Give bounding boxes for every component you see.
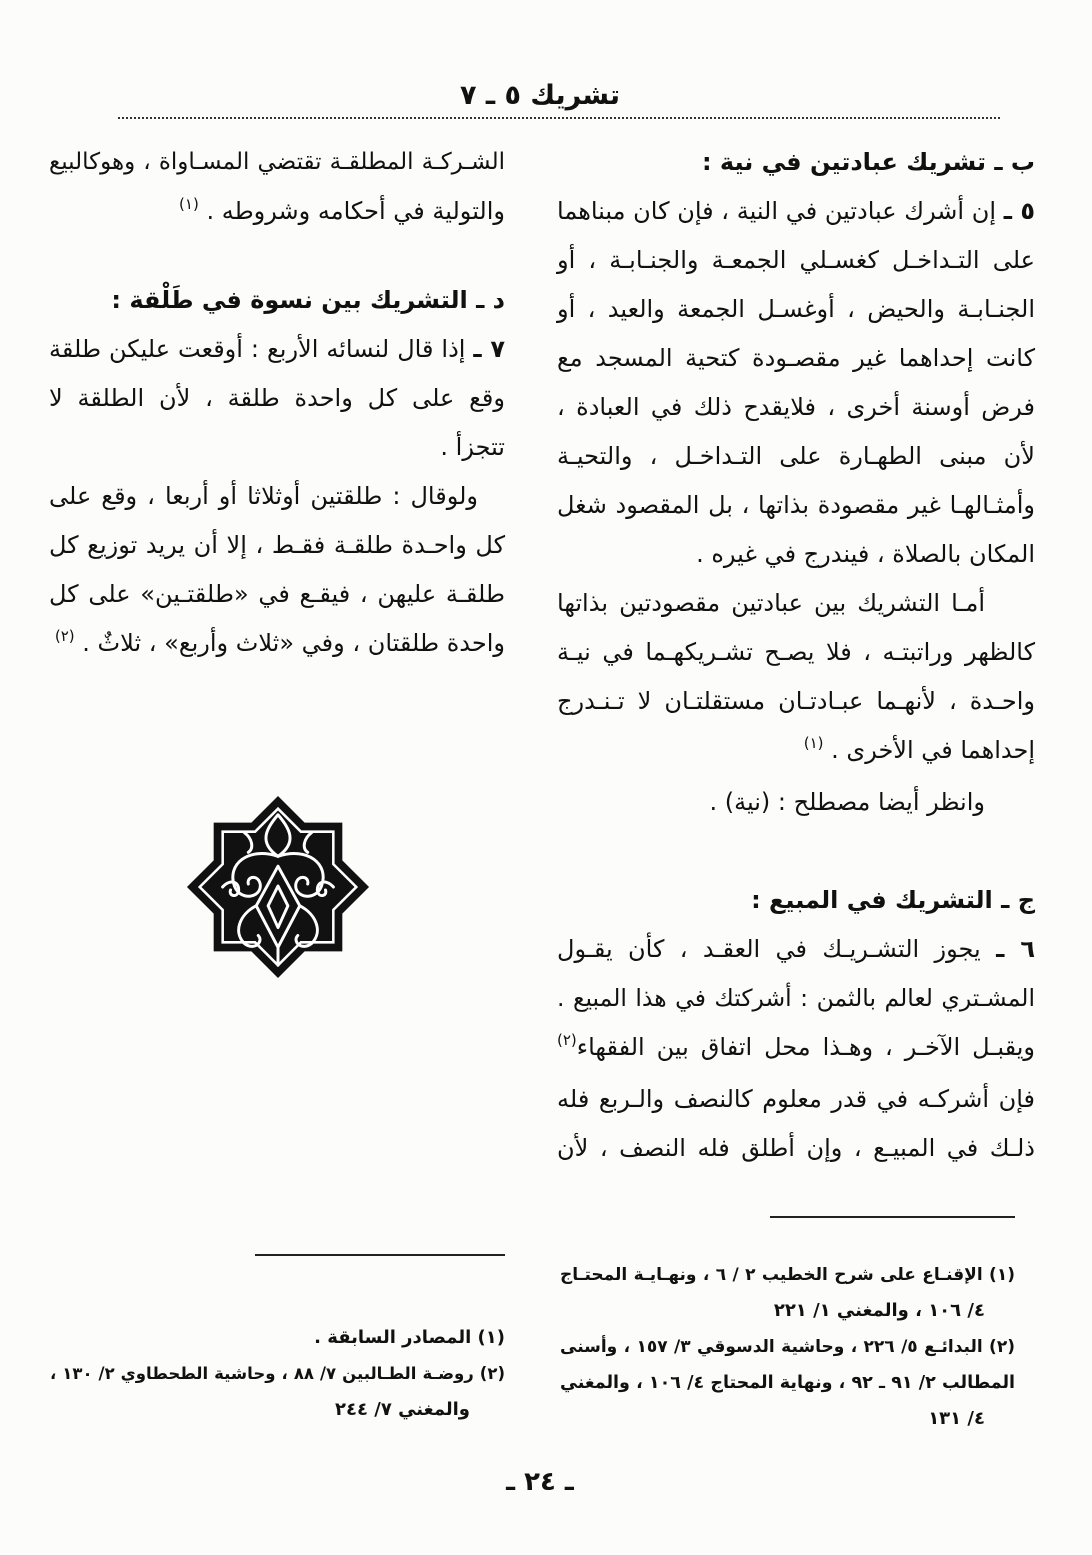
- footnote-line: والمغني ٧/ ٢٤٤: [335, 1399, 470, 1420]
- paragraph-number: ٥ ـ: [1003, 197, 1036, 225]
- paragraph-5-line: وأمثـالهـا غير مقصودة بذاتها ، بل المقصود شغل: [557, 491, 1035, 519]
- footnote-ref: (٢): [54, 627, 75, 645]
- section-heading-d: د ـ التشريك بين نسوة في طَلْقة :: [111, 286, 505, 314]
- paragraph-7-line: [49, 325, 505, 374]
- footnote-line: (١) الإقنـاع على شرح الخطيب ٢ / ٦ ، ونهـايـة المحتـاج: [560, 1265, 1015, 1285]
- paragraph-5-line: [557, 187, 1035, 236]
- footnote-ref: (١): [803, 734, 824, 752]
- header-dotted-rule: [118, 117, 1000, 119]
- paragraph-7-line: وقع على كل واحدة طلقة ، لأن الطلقة لا: [49, 384, 505, 412]
- section-heading-b: ب ـ تشريك عبادتين في نية :: [701, 148, 1035, 176]
- paragraph-7b-line: كل واحـدة طلقـة فقـط ، إلا أن يريد توزيع كل: [49, 531, 505, 559]
- line-text: والتولية في أحكامه وشروطه .: [206, 197, 505, 225]
- spacer: [49, 239, 505, 276]
- footnote-line: (٢) البدائـع ٥/ ٢٢٦ ، وحاشية الدسوقي ٣/ ١٥٧ ، وأسنى: [560, 1337, 1016, 1357]
- paragraph-5-line: الجنـابـة والحيض ، أوغسـل الجمعة والعيد ، أو: [557, 295, 1035, 323]
- continued-line: [49, 187, 505, 239]
- footnote-ref: (٢): [557, 1031, 577, 1049]
- paragraph-7-line: تتجزأ .: [440, 433, 505, 461]
- footnote-line: (١) المصادر السابقة .: [314, 1327, 505, 1348]
- paragraph-7b-line: ولوقال : طلقتين أوثلاثا أو أربعا ، وقع على: [49, 482, 478, 510]
- line-text: إحداهما في الأخرى .: [831, 736, 1035, 764]
- footnote-line: (٢) روضـة الطـالبين ٧/ ٨٨ ، وحاشية الطحطاوي ٢/ ١٣٠ ،: [50, 1364, 505, 1383]
- footnote-line: ٤/ ١٠٦ ، والمغني ١/ ٢٢١: [773, 1300, 985, 1321]
- paragraph-6-line: ذلـك في المبيـع ، وإن أطلق فله النصف ، لأن: [557, 1134, 1035, 1162]
- paragraph-7b-line: طلقـة عليهن ، فيقـع في «طلقتـين» على كل: [49, 580, 505, 608]
- footnote-separator-right: [770, 1216, 1015, 1218]
- see-also-line: وانظر أيضا مصطلح : (نية) .: [709, 788, 985, 816]
- right-column: [557, 138, 1035, 1173]
- left-column: [49, 138, 505, 671]
- line-text: إذا قال لنسائه الأربع : أوقعت عليكن طلقة: [49, 335, 466, 363]
- paragraph-5b-line: أمـا التشريك بين عبادتين مقصودتين بذاتها: [557, 589, 985, 617]
- line-text: واحدة طلقتان ، وفي «ثلاث وأربع» ، ثلاثٌ .: [82, 629, 505, 657]
- footnotes-left: [50, 1320, 505, 1428]
- footnote-ref: (١): [179, 195, 199, 213]
- paragraph-6-line: [557, 1023, 1035, 1075]
- paragraph-number: ٧ ـ: [473, 335, 505, 363]
- paragraph-5-line: كانت إحداهما غير مقصـودة كتحية المسجد مع: [557, 344, 1035, 372]
- paragraph-6-line: المشـتري لعالم بالثمن : أشركتك في هذا المبيع .: [557, 984, 1035, 1012]
- continued-line: الشـركـة المطلقـة تقتضي المسـاواة ، وهوكالبيع: [49, 149, 505, 175]
- footnote-line: ٤/ ١٣١: [928, 1408, 985, 1429]
- section-heading-c: ج ـ التشريك في المبيع :: [751, 886, 1035, 914]
- ornament-star-icon: [183, 788, 373, 986]
- paragraph-5-line: المكان بالصلاة ، فيندرج في غيره .: [696, 540, 1035, 568]
- line-text: إن أشرك عبادتين في النية ، فإن كان مبناهما: [557, 197, 997, 225]
- paragraph-6-line: [557, 925, 1035, 974]
- paragraph-5-line: فرض أوسنة أخرى ، فلايقدح ذلك في العبادة ،: [557, 393, 1035, 421]
- footnote-separator-left: [255, 1254, 505, 1256]
- paragraph-number: ٦ ـ: [996, 935, 1035, 963]
- line-text: يجوز التشـريـك في العقـد ، كأن يقـول: [557, 935, 981, 963]
- paragraph-5b-line: كالظهر وراتبتـه ، فلا يصـح تشـريكهـما في نيـة: [557, 638, 1035, 666]
- paragraph-5-line: لأن مبنى الطهـارة على التـداخـل ، والتحيـة: [557, 442, 1035, 470]
- paragraph-5b-line: واحـدة ، لأنهـما عبـادتـان مستقلتـان لا تـنـدرج: [557, 687, 1035, 715]
- paragraph-5b-line: [557, 726, 1035, 778]
- paragraph-6-line: فإن أشركـه في قدر معلوم كالنصف والـربع فله: [557, 1085, 1035, 1113]
- paragraph-5-line: على التـداخـل كغسـلي الجمعـة والجنـابـة ، أو: [557, 246, 1035, 274]
- running-header: تشريك ٥ ـ ٧: [459, 80, 621, 111]
- line-text: ويقبـل الآخـر ، وهـذا محل اتفاق بين الفقهاء: [576, 1033, 1035, 1061]
- paragraph-7b-line: [49, 619, 505, 671]
- footnote-line: المطالب ٢/ ٩١ ـ ٩٢ ، ونهاية المحتاج ٤/ ١٠٦ ، والمغني: [560, 1373, 1016, 1393]
- spacer: [557, 827, 1035, 876]
- page-number: ـ ٢٤ ـ: [506, 1467, 574, 1497]
- footnotes-right: [560, 1257, 1015, 1437]
